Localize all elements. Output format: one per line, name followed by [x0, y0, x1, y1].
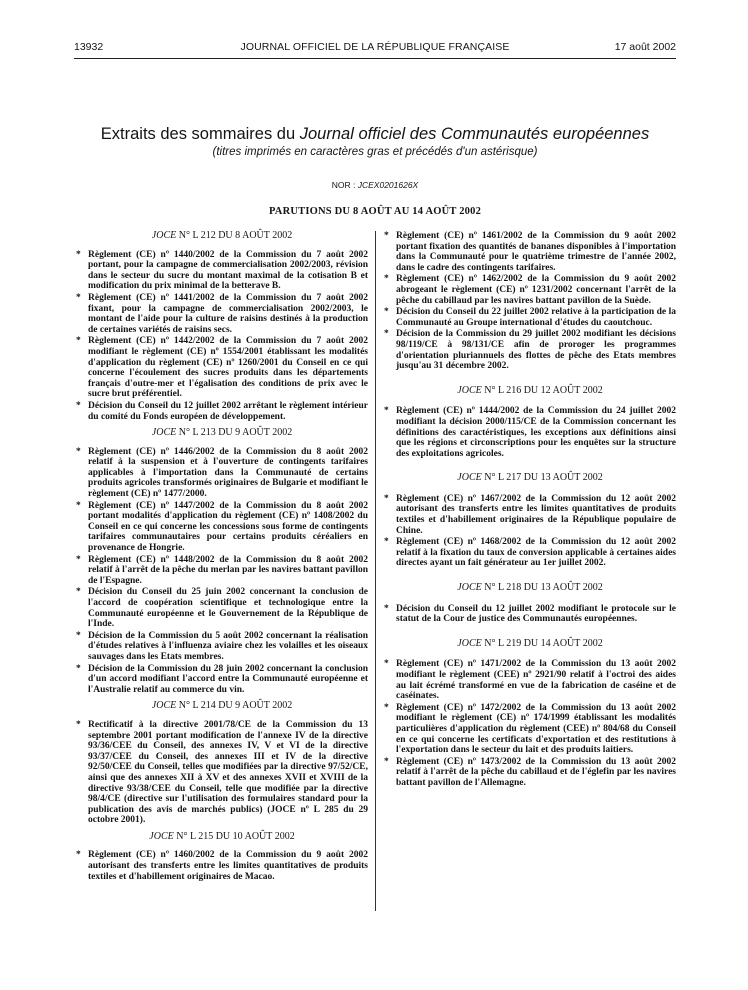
- entry-text: Décision du Conseil du 12 juillet 2002 modifiant le protocole sur le statut de la Cour de justice des Communautés européennes.: [396, 603, 676, 625]
- joce-label: JOCE: [457, 472, 482, 484]
- asterisk-marker: *: [384, 307, 389, 318]
- entry-text: Décision du Conseil du 12 juillet 2002 arrêtant le règlement intérieur du comité du Fonds européen de développement.: [88, 400, 368, 422]
- entry-text: Règlement (CE) nº 1467/2002 de la Commission du 12 août 2002 autorisant des transferts entre les limites quantitatives de produits textiles et d'habillement originaires de la République populaire de Chine.: [396, 493, 676, 536]
- entry-text: Règlement (CE) nº 1441/2002 de la Commission du 7 août 2002 fixant, pour la campagne de commercialisation 2002/2003, le montant de l'aide pour la culture de raisins destinés à la production de certaines variétés de raisins secs.: [88, 292, 368, 335]
- summary-entry: [384, 274, 676, 306]
- nor-reference: [74, 180, 676, 190]
- summary-entry: [76, 555, 368, 587]
- title-prefix: Extraits des sommaires du: [100, 125, 300, 143]
- asterisk-marker: *: [384, 702, 389, 713]
- joce-label: JOCE: [151, 230, 177, 241]
- issue-number-date: N° L 213 DU 9 AOÛT 2002: [176, 427, 293, 439]
- entry-text: Décision de la Commission du 5 août 2002 concernant la réalisation d'études relatives à l'influenza aviaire chez les volailles et les oiseaux sauvages dans les Etats membres.: [88, 630, 368, 662]
- summary-entry: [76, 501, 368, 554]
- page-title: [74, 124, 676, 144]
- asterisk-marker: *: [76, 446, 81, 457]
- summary-entry: [384, 604, 676, 625]
- issue-heading: [384, 473, 676, 484]
- summary-entry: [76, 850, 368, 882]
- entry-text: Règlement (CE) nº 1444/2002 de la Commission du 24 juillet 2002 modifiant la décision 2000/115/CE de la Commission concernant les définitions des caractéristiques, les exceptions aux définitions ainsi que les régions et circonscriptions pour les enquêtes sur la structure des exploitations agricoles.: [396, 406, 676, 459]
- summary-entry: [76, 293, 368, 335]
- asterisk-marker: *: [76, 850, 81, 861]
- summary-entry: [76, 250, 368, 292]
- joce-label: JOCE: [457, 384, 482, 396]
- entry-text: Décision du Conseil du 22 juillet 2002 relative à la participation de la Communauté au Groupe international d'études du caoutchouc.: [396, 307, 676, 328]
- issue-date: 17 août 2002: [614, 41, 676, 53]
- summary-entry: [384, 703, 676, 756]
- asterisk-marker: *: [76, 500, 81, 511]
- entry-text: Règlement (CE) nº 1461/2002 de la Commission du 9 août 2002 portant fixation des quantités de bananes disponibles à l'importation dans la Communauté pour le quatrième trimestre de l'année 2002, dans le cadre des contingents tarifaires.: [396, 231, 676, 273]
- nor-code: JCEX0201626X: [357, 180, 419, 190]
- issue-number-date: N° L 212 DU 8 AOÛT 2002: [176, 230, 293, 241]
- asterisk-marker: *: [384, 603, 389, 614]
- summary-entry: [76, 336, 368, 400]
- joce-label: JOCE: [457, 582, 482, 594]
- asterisk-marker: *: [384, 493, 389, 504]
- asterisk-marker: *: [76, 400, 81, 411]
- asterisk-marker: *: [76, 336, 81, 347]
- issue-number-date: N° L 218 DU 13 AOÛT 2002: [481, 582, 603, 594]
- page-number: 13932: [74, 41, 104, 53]
- asterisk-marker: *: [76, 292, 81, 303]
- entry-text: Règlement (CE) nº 1448/2002 de la Commission du 8 août 2002 relatif à l'arrêt de la pêche du merlan par les navires battant pavillon de l'Espagne.: [88, 554, 368, 586]
- issue-number-date: N° L 217 DU 13 AOÛT 2002: [481, 472, 603, 484]
- joce-label: JOCE: [457, 637, 482, 649]
- title-journal-name: Journal officiel des Communautés européennes: [299, 125, 650, 143]
- asterisk-marker: *: [384, 537, 389, 548]
- summary-entry: [76, 447, 368, 500]
- page-subtitle: (titres imprimés en caractères gras et précédés d'un astérisque): [212, 146, 538, 158]
- summary-entry: [384, 494, 676, 536]
- issue-heading: [384, 639, 676, 650]
- asterisk-marker: *: [76, 554, 81, 565]
- summary-entry: [76, 401, 368, 422]
- nor-label: NOR :: [331, 180, 358, 190]
- entry-text: Règlement (CE) nº 1446/2002 de la Commission du 8 août 2002 relatif à la suspension et à l'ouverture de contingents tarifaires applicables à l'importation dans la Communauté de certains produits agricoles transformés originaires de Bulgarie et modifiant le règlement (CE) nº 1477/2000.: [88, 446, 368, 500]
- issue-heading: [76, 832, 368, 843]
- entry-text: Règlement (CE) nº 1462/2002 de la Commission du 9 août 2002 abrogeant le règlement (CE) nº 1231/2002 concernant l'arrêt de la pêche du cabillaud par les navires battant pavillon de la Suède.: [396, 274, 676, 306]
- entry-text: Décision de la Commission du 29 juillet 2002 modifiant les décisions 98/119/CE à 98/131/CE afin de proroger les programmes d'orientation pluriannuels des flottes de pêche des Etats membres jusqu'au 31 décembre 2002.: [396, 329, 676, 372]
- issue-heading: [76, 231, 368, 242]
- asterisk-marker: *: [76, 249, 81, 260]
- issue-heading: [76, 701, 368, 712]
- asterisk-marker: *: [76, 719, 81, 730]
- asterisk-marker: *: [384, 231, 389, 241]
- summary-entry: [384, 231, 676, 273]
- summary-entry: [384, 537, 676, 569]
- entry-text: Règlement (CE) nº 1442/2002 de la Commission du 7 août 2002 modifiant le règlement (CE) nº 1554/2001 établissant les modalités d'application du règlement (CE) nº 1260/2001 du Conseil en ce qui concerne l'écoulement des sucres produits dans les départements français d'outre-mer et l'égalisation des conditions de prix avec le sucre brut préférentiel.: [88, 336, 368, 400]
- column-divider: [375, 231, 376, 911]
- summary-entry: [384, 307, 676, 328]
- summary-entry: [384, 406, 676, 459]
- summary-entry: [384, 757, 676, 789]
- entry-text: Règlement (CE) nº 1468/2002 de la Commission du 12 août 2002 relatif à la fixation du taux de conversion applicable à certaines aides directes ayant un fait générateur au 1er juillet 2002.: [396, 537, 676, 569]
- parutions-heading: PARUTIONS DU 8 AOÛT AU 14 AOÛT 2002: [268, 206, 482, 217]
- joce-label: JOCE: [151, 700, 177, 712]
- asterisk-marker: *: [384, 756, 389, 767]
- entry-text: Décision de la Commission du 28 juin 2002 concernant la conclusion d'un accord modifiant l'accord entre la Communauté européenne et l'Australie relatif au commerce du vin.: [88, 663, 368, 695]
- entry-text: Règlement (CE) nº 1473/2002 de la Commission du 13 août 2002 relatif à l'arrêt de la pêche du cabillaud et de l'églefin par les navires battant pavillon de l'Allemagne.: [396, 756, 676, 788]
- asterisk-marker: *: [384, 274, 389, 285]
- entry-text: Règlement (CE) nº 1471/2002 de la Commission du 13 août 2002 modifiant le règlement (CEE) nº 2921/90 relatif à l'octroi des aides au lait écrémé transformé en vue de la fabrication de caséine et de caséinates.: [396, 659, 676, 702]
- journal-title: JOURNAL OFFICIEL DE LA RÉPUBLIQUE FRANÇAISE: [240, 41, 510, 53]
- summary-entry: [384, 659, 676, 701]
- issue-heading: [384, 583, 676, 594]
- issue-heading: [76, 428, 368, 439]
- summary-entry: [76, 720, 368, 826]
- asterisk-marker: *: [384, 329, 389, 340]
- left-column: [76, 231, 368, 883]
- asterisk-marker: *: [76, 663, 81, 674]
- header-rule: [74, 58, 676, 59]
- issue-heading: [384, 386, 676, 397]
- asterisk-marker: *: [384, 406, 389, 417]
- running-header: [74, 41, 676, 57]
- entry-text: Décision du Conseil du 25 juin 2002 concernant la conclusion de l'accord de coopération scientifique et technologique entre la Communauté européenne et le Gouvernement de la République de l'Inde.: [88, 587, 368, 630]
- joce-label: JOCE: [151, 427, 177, 439]
- asterisk-marker: *: [76, 630, 81, 641]
- right-column: [384, 231, 676, 790]
- asterisk-marker: *: [76, 587, 81, 598]
- asterisk-marker: *: [384, 659, 389, 670]
- entry-text: Règlement (CE) nº 1460/2002 de la Commission du 9 août 2002 autorisant des transferts entre les limites quantitatives de produits textiles et d'habillement originaires de Macao.: [88, 850, 368, 882]
- issue-number-date: N° L 215 DU 10 AOÛT 2002: [173, 830, 295, 842]
- entry-text: Rectificatif à la directive 2001/78/CE de la Commission du 13 septembre 2001 portant modification de l'annexe IV de la directive 93/36/CEE du Conseil, des annexes IV, V et VI de la directive 93/37/CEE du Conseil, des annexes III et IV de la directive 92/50/CEE du Conseil, telles que modifiées par la directive 97/52/CE, ainsi que des annexes XII à XV et des annexes XVII et XVIII de la directive 93/38/CEE du Conseil, telle que modifiée par la directive 98/4/CE (directive sur l'utilisation des formulaires standard pour la publication des avis de marchés publics) (JOCE nº L 285 du 29 octobre 2001).: [88, 719, 368, 826]
- entry-text: Règlement (CE) nº 1440/2002 de la Commission du 7 août 2002 portant, pour la campagne de commercialisation 2002/2003, révision dans le secteur du sucre du montant maximal de la cotisation B et modification du prix minimal de la betterave B.: [88, 249, 368, 292]
- summary-entry: [76, 631, 368, 663]
- joce-label: JOCE: [149, 830, 174, 842]
- entry-text: Règlement (CE) nº 1472/2002 de la Commission du 13 août 2002 modifiant le règlement (CE) nº 174/1999 établissant les modalités particulières d'application du règlement (CEE) nº 804/68 du Conseil en ce qui concerne les certificats d'exportation et des restitutions à l'exportation dans le secteur du lait et des produits laitiers.: [396, 702, 676, 756]
- issue-number-date: N° L 214 DU 9 AOÛT 2002: [176, 700, 293, 712]
- summary-entry: [384, 329, 676, 371]
- issue-number-date: N° L 216 DU 12 AOÛT 2002: [481, 384, 603, 396]
- summary-entry: [76, 664, 368, 696]
- issue-number-date: N° L 219 DU 14 AOÛT 2002: [481, 637, 603, 649]
- entry-text: Règlement (CE) nº 1447/2002 de la Commission du 8 août 2002 portant modalités d'application du règlement (CE) nº 1408/2002 du Conseil en ce qui concerne les concessions sous forme de contingents tarifaires communautaires pour certains produits céréaliers en provenance de Hongrie.: [88, 500, 368, 554]
- summary-entry: [76, 587, 368, 629]
